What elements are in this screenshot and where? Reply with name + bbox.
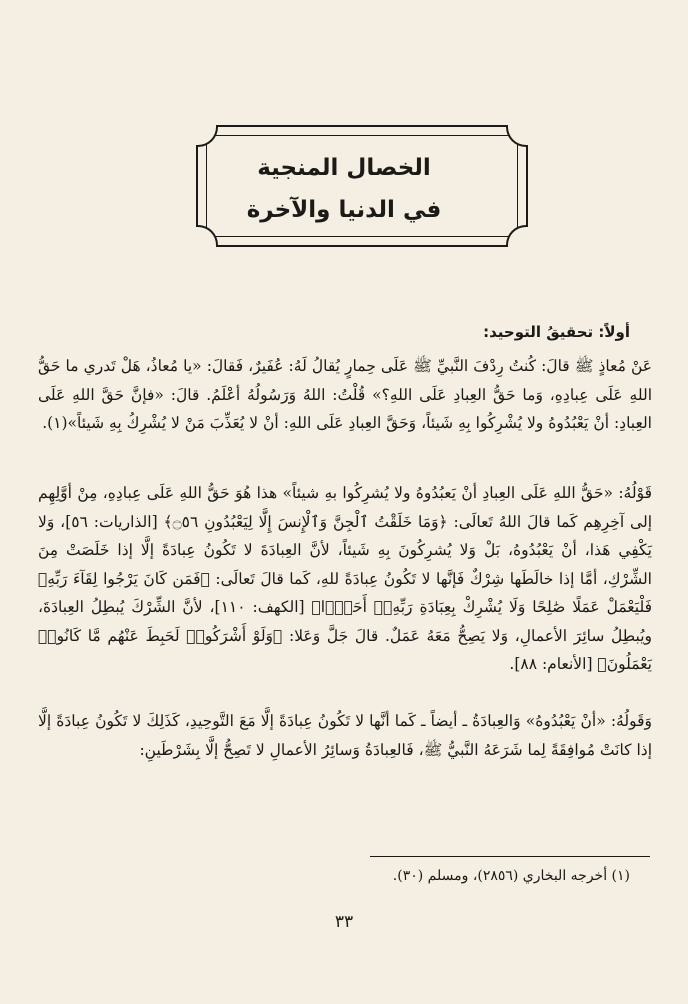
page-number: ٣٣	[334, 912, 354, 932]
footnote-divider	[370, 856, 650, 857]
commentary-paragraph: قَوْلُهُ: «حَقُّ اللهِ عَلَى العِبادِ أنْ يَعبُدُوهُ ولا يُشرِكُوا بهِ شيئاً» هذا هُوَ حَقُّ اللهِ عَلَى عِبادِهِ، مِنْ أوَّلِهِم إلى آخِرِهِم كَما قالَ اللهُ تَعالَى: ﴿وَمَا خَلَقْتُ ٱلْجِنَّ وَٱلْإِنسَ إِلَّا لِيَعْبُدُونِ ۝٥٦﴾ [الذاريات: ٥٦]، وَلا يَكْفِي هَذا، أنْ يَعْبُدُوهُ، بَلْ وَلا يُشرِكُونَ بِهِ شَيئاً، لأنَّ العِبادَةَ لا تَكُونُ عِبادَةً إلَّا إذا خَلَصَتْ مِنَ الشِّرْكِ، أمَّا إذا خالَطَها شِرْكٌ فَإنَّها لا تَكُونُ عِبادَةً للهِ، كَما قالَ تَعالَى: ﴿فَمَن كَانَ يَرْجُوا لِقَآءَ رَبِّهِۦ فَلْيَعْمَلْ عَمَلًا صَٰلِحًا وَلَا يُشْرِكْ بِعِبَادَةِ رَبِّهِۦٓ أَحَدًۢا﴾ [الكهف: ١١٠]، لأنَّ الشِّرْكَ يُبطِلُ العِبادَةَ، ويُبطِلُ سائِرَ الأعمالِ، وَلا يَصِحُّ مَعَهُ عَمَلٌ. قالَ جَلَّ وَعَلا: ﴿وَلَوْ أَشْرَكُوا۟ لَحَبِطَ عَنْهُم مَّا كَانُوا۟ يَعْمَلُونَ﴾ [الأنعام: ٨٨].	[38, 484, 653, 673]
section-heading: أولاً: تحقيقُ التوحيد:	[483, 323, 630, 341]
chapter-title-line-1: الخصال المنجية	[257, 155, 431, 181]
commentary-paragraph-2: وَقَولُهُ: «أنْ يَعْبُدُوهُ» وَالعِبادَةُ ـ أيضاً ـ كَما أنَّها لا تَكُونُ عِبادَةً إلَّا مَعَ التَّوحِيدِ، كَذَلِكَ لا تَكُونُ عِبادَةً إلَّا إذا كانَتْ مُوافِقَةً لِما شَرَعَهُ النَّبيُّ ﷺ، فَالعِبادَةُ وَسائِرُ الأعمالِ لا تَصِحُّ إلَّا بِشَرْطَينِ:	[38, 712, 652, 759]
footnote: (١) أخرجه البخاري (٢٨٥٦)، ومسلم (٣٠).	[392, 868, 630, 884]
chapter-title-line-2: في الدنيا والآخرة	[246, 197, 442, 223]
hadith-paragraph: عَنْ مُعاذٍ ﷺ قالَ: كُنتُ رِدْفَ النَّبيِّ ﷺ عَلَى حِمارٍ يُقالُ لَهُ: عُفَيرٌ، فَقالَ: «يا مُعاذُ، هَلْ تَدري ما حَقُّ اللهِ عَلَى عِبادِهِ، وَما حَقُّ العِبادِ عَلَى اللهِ؟» قُلْتُ: اللهُ وَرَسُولُهُ أعْلَمُ. قالَ: «فإنَّ حَقَّ اللهِ عَلَى العِبادِ: أنْ يَعْبُدُوهُ ولا يُشْرِكُوا بِهِ شَيئاً، وَحَقَّ العِبادِ عَلَى اللهِ: أنْ لا يُعَذِّبَ مَنْ لا يُشْرِكُ بِهِ شَيئاً»(١).	[38, 357, 652, 432]
title-frame	[196, 125, 528, 247]
